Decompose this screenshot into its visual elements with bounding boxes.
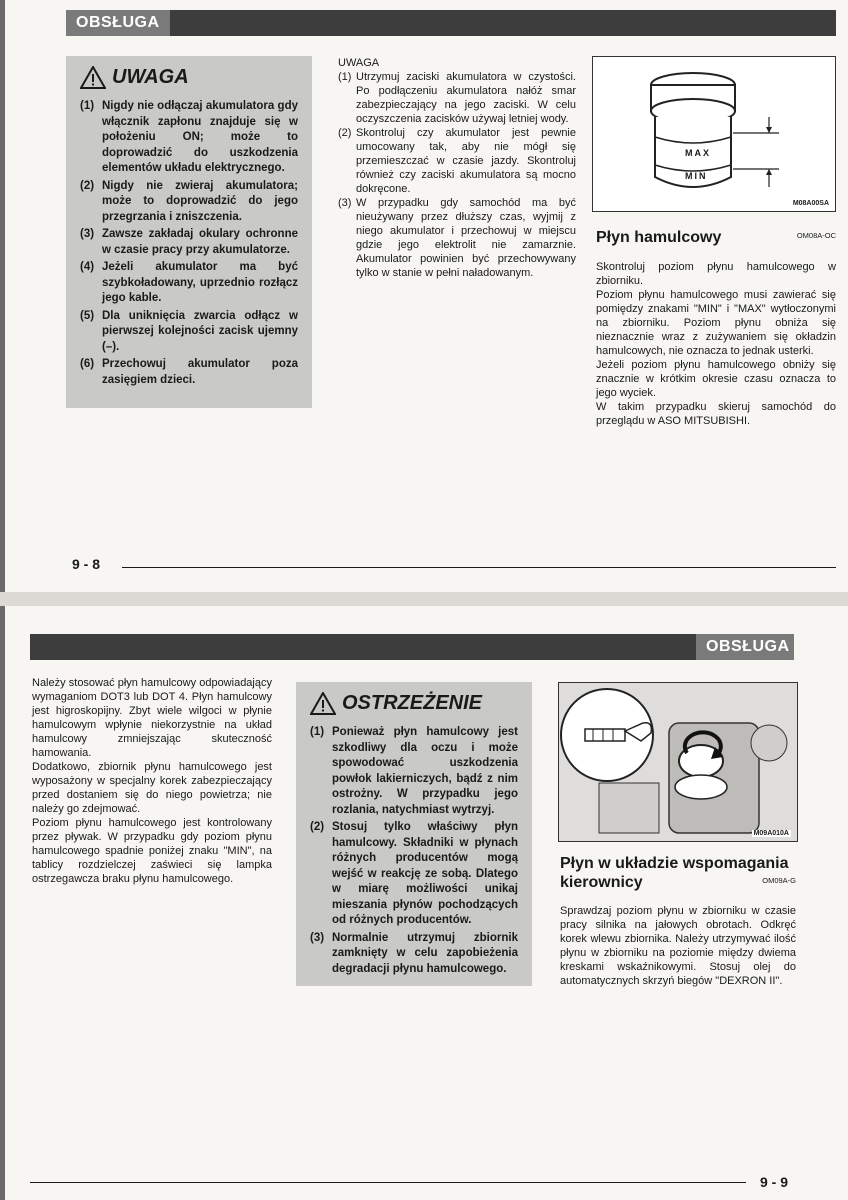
list-item: (1) Nigdy nie odłączaj akumulatora gdy włącznik zapłonu znajduje się w położeniu ON; może to doprowadzić do uszkodzenia elementów układu elektrycznego. [80,100,298,174]
page-gutter [0,592,848,606]
list-item: (2) Nigdy nie zwieraj akumulatora; może to doprowadzić do jego przegrzania i zniszczenia. [80,179,298,223]
paragraph: W takim przypadku skieruj samochód do przeglądu w ASO MITSUBISHI. [596,401,836,427]
list-item: (1) Ponieważ płyn hamulcowy jest szkodliwy dla oczu i może spowodować uszkodzenia powłok lakierniczych, bądź z nim ostrożny. W przypadku jego rozlania, natychmiast wytrzyj. [310,726,518,816]
header-bar [30,634,794,660]
paragraph: Poziom płynu hamulcowego musi zawierać się pomiędzy znakami "MIN" i "MAX" wytłoczonymi na zbiorniku. Poziom płynu obniża się nieznacznie wraz z zużywaniem się okładzin hamulcowych, nie oznacza to jednak usterki. [596,289,836,357]
max-label: MAX [685,148,711,158]
notes-title: UWAGA [338,57,380,69]
notes-column [338,56,576,280]
list-item: (2) Skontroluj czy akumulator jest pewnie umocowany tak, aby nie mógł się przemieszczać w czasie jazdy. Skontroluj również czy zaciski akumulatora są mocno dokręcone. [338,127,576,195]
paragraph: Dodatkowo, zbiornik płynu hamulcowego jest wyposażony w specjalny korek zabezpieczający przed dostaniem się do niego powietrza; nie należy go zdejmować. [32,761,272,815]
warning-box [296,682,532,986]
brake-fluid-reservoir-figure [592,56,836,212]
notes-list [338,70,576,280]
section-body [560,904,796,988]
warning-triangle-icon [80,66,106,89]
list-item: (1) Utrzymuj zaciski akumulatora w czystości. Po podłączeniu akumulatora nałóż smar zabezpieczający na jego zaciski. W celu oczyszczenia zacisków używaj letniej wody. [338,71,576,125]
page-edge-shadow [0,606,5,1200]
warning-triangle-icon [310,692,336,715]
list-item: (3) W przypadku gdy samochód ma być nieużywany przez dłuższy czas, wyjmij z niego akumulator i przechowuj w miejscu gdzie jego elektrolit nie zamarznie. Akumulator powinien być przechowywany tylko w stanie w pełni naładowanym. [338,197,576,279]
paragraph: Poziom płynu hamulcowego jest kontrolowany przez pływak. W przypadku gdy poziom płynu hamulcowego spadnie poniżej znaku "MIN", na tablicy rozdzielczej zaświeci się lampka ostrzegawcza braku płynu hamulcowego. [32,817,272,885]
warning-box [66,56,312,408]
paragraph: Jeżeli poziom płynu hamulcowego obniży się znacznie w krótkim okresie czasu oznacza to jego wyciek. [596,359,836,399]
list-item: (4) Jeżeli akumulator ma być szybkoładowany, uprzednio rozłącz jego kable. [80,261,298,304]
list-item: (3) Zawsze zakładaj okulary ochronne w czasie pracy przy akumulatorze. [80,228,298,256]
section-code: OM09A-G [762,876,796,885]
page-edge-shadow [0,0,5,592]
paragraph: Należy stosować płyn hamulcowy odpowiadający wymaganiom DOT3 lub DOT 4. Płyn hamulcowy jest higroskopijny. Zbyt wiele wilgoci w płynie hamulcowym wpłynie niekorzystnie na układ hamulcowy zmniejszając skuteczność hamowania. [32,677,272,759]
header-bar [66,10,836,36]
figure-code: M08A00SA [792,200,829,207]
page-9-8 [0,0,848,592]
section-title: Płyn hamulcowy OM08A-OC [596,228,836,247]
left-column [32,676,272,886]
section-body [596,260,836,428]
warning-title [80,66,298,89]
footer-rule [30,1182,746,1183]
list-item: (6) Przechowuj akumulator poza zasięgiem dzieci. [80,358,298,386]
footer-rule [122,567,836,568]
section-header-tag: OBSŁUGA [696,634,794,660]
paragraph: Sprawdzaj poziom płynu w zbiorniku w czasie pracy silnika na jałowych obrotach. Odkręć korek wlewu zbiornika. Należy utrzymywać ilość płynu w zbiorniku na poziomie między dwiema kreskami wskaźnikowymi. Stosuj olej do automatycznych skrzyń biegów "DEXRON II". [560,905,796,987]
power-steering-reservoir-figure [558,682,798,842]
warning-title-text: UWAGA [112,66,189,88]
min-label: MIN [685,171,708,181]
section-title: Płyn w układzie wspomagania kierownicy OM09A-G [560,855,796,891]
reservoir-illustration [559,683,797,841]
page-9-9 [0,606,848,1200]
section-code: OM08A-OC [796,231,836,240]
warning-list [310,725,518,977]
paragraph: Skontroluj poziom płynu hamulcowego w zbiorniku. [596,261,836,287]
figure-code: M09A010A [753,830,789,837]
warning-list [80,99,298,388]
list-item: (5) Dla uniknięcia zwarcia odłącz w pierwszej kolejności zacisk ujemny (–). [80,309,298,353]
warning-title-text: OSTRZEŻENIE [342,692,483,714]
page-number: 9 - 8 [72,556,101,572]
section-header-tag: OBSŁUGA [66,10,170,36]
page-number: 9 - 9 [760,1174,789,1190]
warning-title [310,692,518,715]
reservoir-illustration [593,57,835,211]
list-item: (3) Normalnie utrzymuj zbiornik zamknięty w celu zapobieżenia degradacji płynu hamulcowego. [310,931,518,975]
list-item: (2) Stosuj tylko właściwy płyn hamulcowy. Składniki w płynach różnych producentów mogą wejść w reakcję ze sobą. Dlatego w miarę możliwości unikaj mieszania płynów pochodzących od różnych producentów. [310,821,518,926]
